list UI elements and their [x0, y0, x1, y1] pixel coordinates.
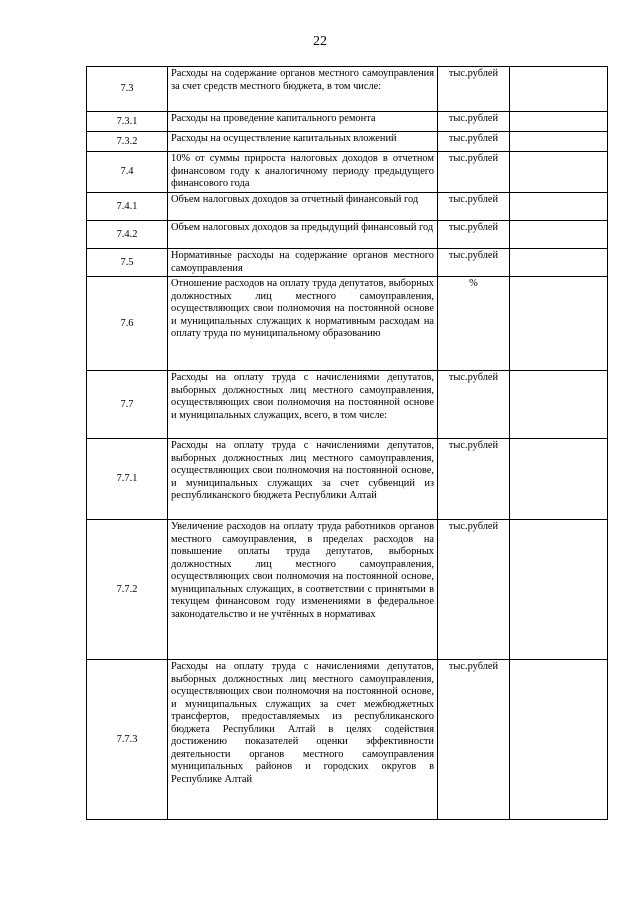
row-value	[510, 152, 608, 193]
row-value	[510, 112, 608, 132]
table-row	[87, 67, 608, 112]
row-unit: тыс.рублей	[438, 520, 510, 660]
row-unit: %	[438, 277, 510, 371]
table-row	[87, 152, 608, 193]
row-description: Расходы на содержание органов местного самоуправления за счет средств местного бюджета, в том числе:	[168, 67, 438, 112]
row-unit: тыс.рублей	[438, 132, 510, 152]
table-row	[87, 132, 608, 152]
row-number: 7.7.3	[87, 660, 168, 820]
row-unit: тыс.рублей	[438, 112, 510, 132]
row-unit: тыс.рублей	[438, 371, 510, 439]
row-number: 7.3.2	[87, 132, 168, 152]
table-row	[87, 439, 608, 520]
row-unit: тыс.рублей	[438, 249, 510, 277]
table-row	[87, 371, 608, 439]
row-number: 7.6	[87, 277, 168, 371]
row-number: 7.7.2	[87, 520, 168, 660]
row-description: Расходы на оплату труда с начислениями депутатов, выборных должностных лиц местного самоуправления, осуществляющих свои полномочия на постоянной основе, и муниципальных служащих за счет субвенций из республиканского бюджета Республики Алтай	[168, 439, 438, 520]
row-unit: тыс.рублей	[438, 67, 510, 112]
row-description: Нормативные расходы на содержание органов местного самоуправления	[168, 249, 438, 277]
table-row	[87, 249, 608, 277]
row-value	[510, 193, 608, 221]
row-value	[510, 221, 608, 249]
row-number: 7.5	[87, 249, 168, 277]
table-row	[87, 193, 608, 221]
row-number: 7.7.1	[87, 439, 168, 520]
page-number: 22	[313, 34, 327, 49]
row-value	[510, 249, 608, 277]
row-value	[510, 277, 608, 371]
row-description: Расходы на осуществление капитальных вложений	[168, 132, 438, 152]
row-number: 7.3	[87, 67, 168, 112]
row-description: Расходы на оплату труда с начислениями депутатов, выборных должностных лиц местного самоуправления, осуществляющих свои полномочия на постоянной основе и муниципальных служащих, всего, в том числе:	[168, 371, 438, 439]
row-value	[510, 439, 608, 520]
row-description: Расходы на оплату труда с начислениями депутатов, выборных должностных лиц местного самоуправления, осуществляющих свои полномочия на постоянной основе, и муниципальных служащих за счет межбюджетных трансфертов, предоставляемых из республиканского бюджета Республики Алтай в целях содействия достижению показателей оценки эффективности деятельности органов местного самоуправления муниципальных районов и городских округов в Республике Алтай	[168, 660, 438, 820]
row-value	[510, 132, 608, 152]
row-unit: тыс.рублей	[438, 152, 510, 193]
indicators-table	[86, 66, 608, 820]
row-value	[510, 520, 608, 660]
row-value	[510, 67, 608, 112]
row-number: 7.7	[87, 371, 168, 439]
row-unit: тыс.рублей	[438, 439, 510, 520]
row-description: Объем налоговых доходов за предыдущий финансовый год	[168, 221, 438, 249]
row-unit: тыс.рублей	[438, 660, 510, 820]
row-number: 7.4.2	[87, 221, 168, 249]
row-description: Отношение расходов на оплату труда депутатов, выборных должностных лиц местного самоуправления, осуществляющих свои полномочия на постоянной основе и муниципальных служащих к нормативным расходам на оплату труда по муниципальному образованию	[168, 277, 438, 371]
row-value	[510, 660, 608, 820]
row-number: 7.4	[87, 152, 168, 193]
row-number: 7.4.1	[87, 193, 168, 221]
table-row	[87, 660, 608, 820]
row-description: Расходы на проведение капитального ремонта	[168, 112, 438, 132]
row-description: Объем налоговых доходов за отчетный финансовый год	[168, 193, 438, 221]
row-unit: тыс.рублей	[438, 193, 510, 221]
table-row	[87, 520, 608, 660]
table-row	[87, 277, 608, 371]
row-description: Увеличение расходов на оплату труда работников органов местного самоуправления, в пределах расходов на повышение оплаты труда депутатов, выборных должностных лиц местного самоуправления, осуществляющих свои полномочия на постоянной основе, муниципальных служащих, в соответствии с принятыми в текущем финансовом году изменениями в федеральное законодательство и не учтённых в нормативах	[168, 520, 438, 660]
row-number: 7.3.1	[87, 112, 168, 132]
row-description: 10% от суммы прироста налоговых доходов в отчетном финансовом году к аналогичному периоду предыдущего финансового года	[168, 152, 438, 193]
row-unit: тыс.рублей	[438, 221, 510, 249]
row-value	[510, 371, 608, 439]
table-row	[87, 221, 608, 249]
table-row	[87, 112, 608, 132]
